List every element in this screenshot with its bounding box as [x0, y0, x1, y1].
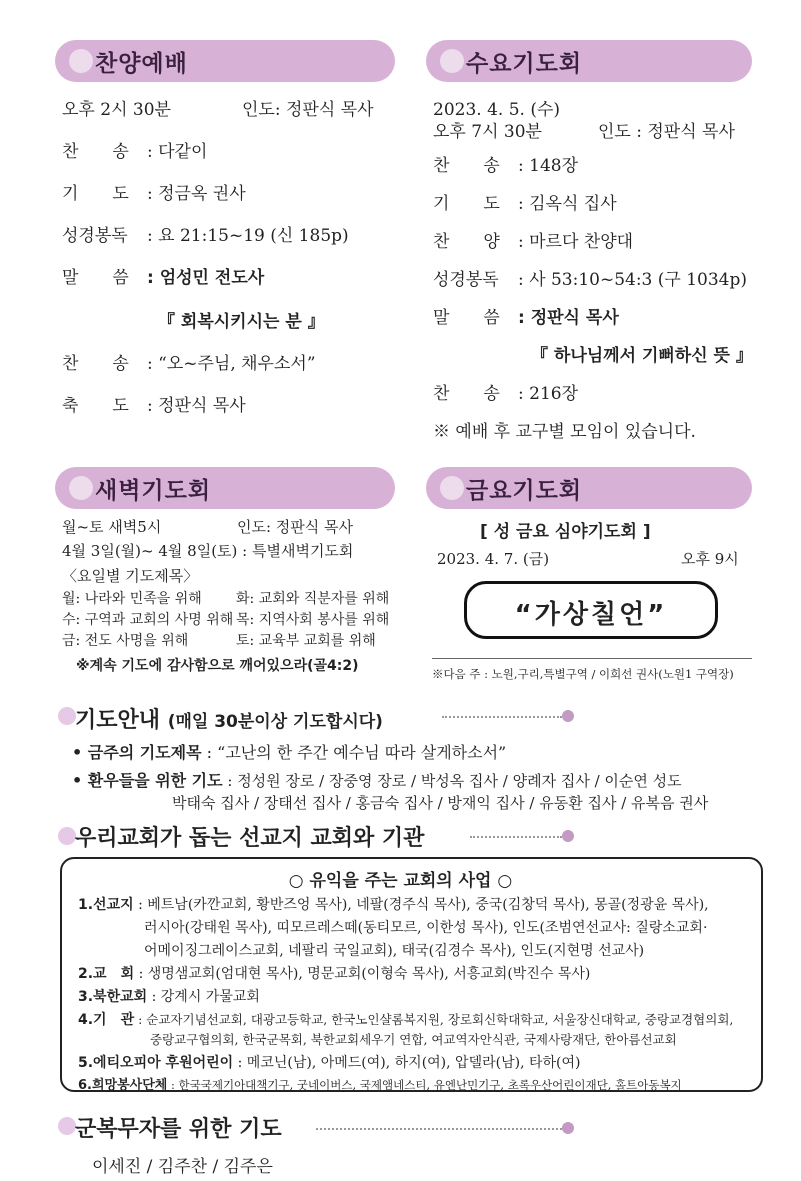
- missions-line: 러시아(강태원 목사), 띠모르레스떼(동티모르, 이한성 목사), 인도(조범연선교사: 질랑소교회·: [144, 920, 708, 936]
- friday-theme-box: [464, 581, 718, 639]
- missions-line: 6.희망봉사단체 : 한국국제기아대책기구, 굿네이버스, 국제앰네스티, 유엔난민기구, 초록우산어린이재단, 홀트아동복지: [78, 1078, 682, 1093]
- dawn-time: 월~토 새벽5시: [62, 518, 162, 536]
- prayer-patients: • 환우들을 위한 기도 : 정성원 장로 / 장중영 장로 / 박성옥 집사 / 양례자 집사 / 이순연 성도: [72, 771, 682, 790]
- wednesday-leader: 인도 : 정판식 목사: [598, 122, 735, 142]
- friday-title: 금요기도회: [466, 478, 583, 504]
- missions-line: 1.선교지 : 베트남(카깐교회, 황반즈엉 목사), 네팔(경주식 목사), 중국(김창덕 목사), 몽골(정광윤 목사),: [78, 897, 709, 913]
- sunday-title: 찬양예배: [95, 51, 188, 77]
- military-names: 이세진 / 김주찬 / 김주은: [92, 1157, 273, 1177]
- sunday-row: 말 씀 : 엄성민 전도사: [62, 268, 265, 288]
- sunday-row: 찬 송 : “오~주님, 채우소서”: [62, 354, 316, 374]
- wednesday-date: 2023. 4. 5. (수): [433, 100, 561, 120]
- dawn-topic-left: 수: 구역과 교회의 사명 위해: [62, 612, 234, 628]
- prayer-heading: [75, 703, 383, 734]
- end-dot-icon: [562, 710, 574, 722]
- sunday-row: 성경봉독 : 요 21:15~19 (신 185p): [62, 226, 349, 246]
- missions-heading: 우리교회가 돕는 선교지 교회와 기관: [75, 826, 425, 851]
- dotted-leader: [470, 836, 562, 838]
- dawn-leader: 인도: 정판식 목사: [237, 518, 354, 536]
- dawn-special: 4월 3일(월)~ 4월 8일(토) : 특별새벽기도회: [62, 542, 354, 560]
- missions-line: 3.북한교회 : 강계시 가물교회: [78, 989, 260, 1005]
- circle-icon: [440, 49, 464, 73]
- friday-header: [426, 467, 752, 509]
- circle-icon: [440, 476, 464, 500]
- missions-line: 4.기 관 : 순교자기념선교회, 대광고등학교, 한국노인샬롬복지원, 장로회신학대학교, 서울장신대학교, 중랑교경협의회,: [78, 1012, 734, 1028]
- wednesday-time: 오후 7시 30분: [433, 122, 542, 142]
- friday-next: ※다음 주 : 노원,구리,특별구역 / 이희선 권사(노원1 구역장): [432, 667, 734, 681]
- sunday-leader: 인도: 정판식 목사: [242, 100, 374, 120]
- dawn-title: 새벽기도회: [95, 478, 212, 504]
- divider: [432, 658, 752, 659]
- prayer-patients-line2: 박태숙 집사 / 장태선 집사 / 홍금숙 집사 / 방재익 집사 / 유동환 집사 / 유복음 권사: [172, 794, 709, 812]
- dawn-topic-right: 토: 교육부 교회를 위해: [236, 633, 376, 649]
- sunday-header: [55, 40, 395, 82]
- wednesday-sermon-title: 『 하나님께서 기뻐하신 뜻 』: [531, 346, 753, 366]
- circle-icon: [69, 49, 93, 73]
- wednesday-row: 찬 송 : 216장: [433, 384, 579, 404]
- missions-line: 2.교 회 : 생명샘교회(엄대현 목사), 명문교회(이형숙 목사), 서흥교회(박진수 목사): [78, 966, 591, 982]
- section-bullet-icon: [58, 1117, 76, 1135]
- dawn-topic-left: 월: 나라와 민족을 위해: [62, 591, 202, 607]
- dawn-topic-right: 화: 교회와 직분자를 위해: [236, 591, 390, 607]
- wednesday-title: 수요기도회: [466, 51, 583, 77]
- dawn-topics-head: 〈요일별 기도제목〉: [62, 567, 199, 585]
- wednesday-row: 찬 송 : 148장: [433, 156, 579, 176]
- sunday-sermon-title: 『 회복시키시는 분 』: [158, 312, 325, 332]
- dawn-header: [55, 467, 395, 509]
- prayer-week: • 금주의 기도제목 : “고난의 한 주간 예수님 따라 살게하소서”: [72, 743, 507, 762]
- section-bullet-icon: [58, 827, 76, 845]
- prayer-title: 기도안내: [75, 708, 161, 733]
- dawn-verse: ※계속 기도에 감사함으로 깨어있으라(골4:2): [76, 658, 359, 674]
- sunday-row: 찬 송 : 다같이: [62, 142, 208, 162]
- wednesday-row: 기 도 : 김옥식 집사: [433, 194, 617, 214]
- wednesday-row: 말 씀 : 정판식 목사: [433, 308, 619, 328]
- missions-line: 5.에티오피아 후원어린이 : 메코닌(남), 아메드(여), 하지(여), 압델라(남), 타하(여): [78, 1055, 581, 1071]
- friday-date: 2023. 4. 7. (금): [437, 550, 550, 568]
- friday-time: 오후 9시: [681, 550, 739, 568]
- wednesday-row: 찬 양 : 마르다 찬양대: [433, 232, 634, 252]
- missions-line: 어메이징그레이스교회, 네팔리 국일교회), 태국(김경수 목사), 인도(지현명 선교사): [144, 943, 645, 959]
- dotted-leader: [316, 1128, 562, 1130]
- dotted-leader: [442, 716, 562, 718]
- wednesday-header: [426, 40, 752, 82]
- missions-line: 중랑교구협의회, 한국군목회, 북한교회세우기 연합, 여교역자안식관, 국제사랑재단, 한아름선교회: [150, 1032, 677, 1047]
- sunday-row: 기 도 : 정금옥 권사: [62, 184, 246, 204]
- end-dot-icon: [562, 1122, 574, 1134]
- section-bullet-icon: [58, 707, 76, 725]
- wednesday-row: 성경봉독 : 사 53:10~54:3 (구 1034p): [433, 270, 748, 290]
- prayer-subtitle: (매일 30분이상 기도합시다): [167, 712, 383, 732]
- end-dot-icon: [562, 830, 574, 842]
- friday-subtitle: [ 성 금요 심야기도회 ]: [480, 522, 651, 542]
- dawn-topic-left: 금: 전도 사명을 위해: [62, 633, 189, 649]
- friday-theme: “가상칠언”: [514, 600, 668, 630]
- military-heading: 군복무자를 위한 기도: [75, 1117, 282, 1142]
- sunday-time: 오후 2시 30분: [62, 100, 171, 120]
- wednesday-note: ※ 예배 후 교구별 모임이 있습니다.: [433, 422, 696, 442]
- dawn-topic-right: 목: 지역사회 봉사를 위해: [236, 612, 390, 628]
- sunday-row: 축 도 : 정판식 목사: [62, 396, 246, 416]
- missions-box-title: ○ 유익을 주는 교회의 사업 ○: [288, 871, 513, 891]
- circle-icon: [69, 476, 93, 500]
